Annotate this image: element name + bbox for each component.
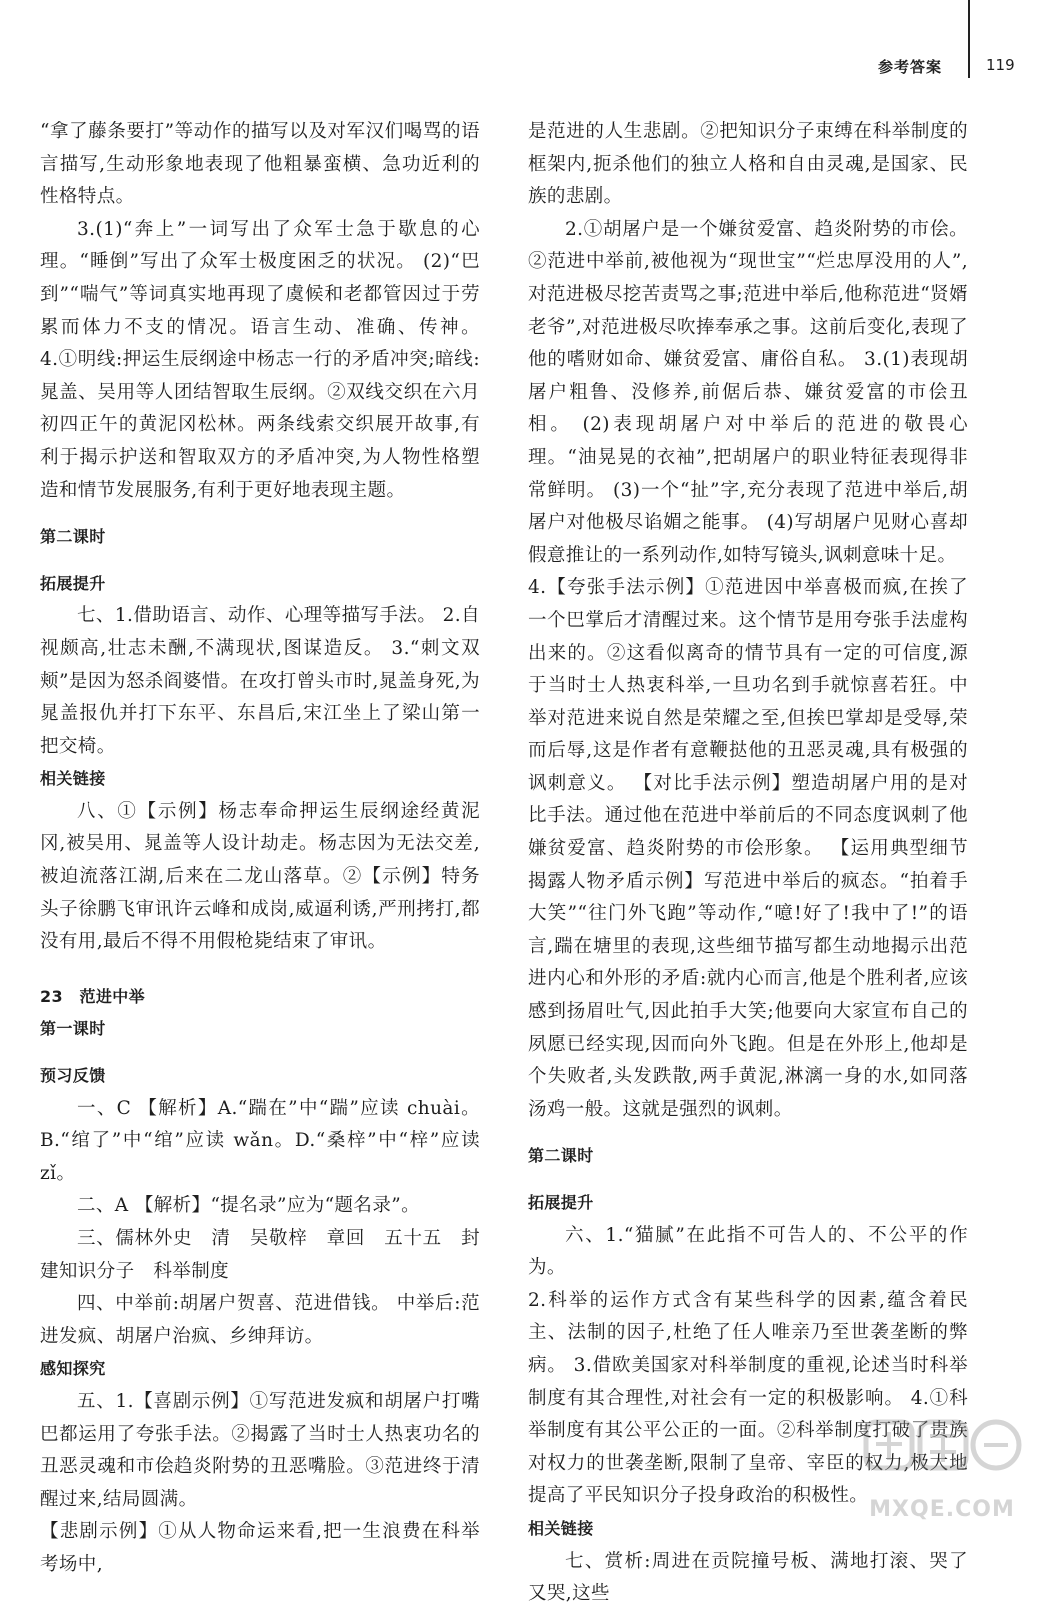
paragraph: “拿了藤条要打”等动作的描写以及对军汉们喝骂的语言描写,生动形象地表现了他粗暴蛮横、急功近利的性格特点。 [40,121,480,208]
section-heading: 拓展提升 [528,1193,594,1212]
paragraph: 一、C 【解析】A.“踹在”中“踹”应读 chuài。B.“绾了”中“绾”应读 wǎn。D.“桑梓”中“梓”应读 zǐ。 [40,1097,480,1184]
lesson-heading: 第二课时 [528,1146,594,1166]
section-heading: 拓展提升 [40,573,106,593]
paragraph: 3.(1)“奔上”一词写出了众军士急于歇息的心理。“睡倒”写出了众军士极度困乏的状况。 (2)“巴到”“喘气”等词真实地再现了虞候和老都管因过于劳累而体力不支的情况。语言生动、准确、传神。 4.①明线:押运生辰纲途中杨志一行的矛盾冲突;暗线:晁盖、吴用等人团结智取生辰纲。②双线交织在六月初四正午的黄泥冈松林。两条线索交织展开故事,有利于揭示护送和智取双方的矛盾冲突,为人物性格塑造和情节发展服务,有利于更好地表现主题。 [40,218,480,501]
chapter-title: 23 范进中举 [40,986,146,1006]
page-number: 119 [986,56,1015,74]
section-heading: 预习反馈 [40,1066,106,1086]
lesson-heading: 第二课时 [40,527,106,547]
left-column [40,116,480,1582]
watermark-logo [862,1414,1022,1524]
right-column [528,116,968,1611]
paragraph: 三、儒林外史 清 吴敬梓 章回 五十五 封建知识分子 科举制度 [40,1228,480,1282]
paragraph: 五、1.【喜剧示例】①写范进发疯和胡屠户打嘴巴都运用了夸张手法。②揭露了当时士人热衷功名的丑恶灵魂和市侩趋炎附势的丑恶嘴脸。③范进终于清醒过来,结局圆满。 [40,1390,480,1510]
section-heading: 相关链接 [40,769,106,789]
paragraph: 4.【夸张手法示例】①范进因中举喜极而疯,在挨了一个巴掌后才清醒过来。这个情节是用夸张手法虚构出来的。②这看似离奇的情节具有一定的可信度,源于当时士人热衷科举,一旦功名到手就惊喜若狂。中举对范进来说自然是荣耀之至,但挨巴掌却是受辱,荣而后辱,这是作者有意鞭挞他的丑恶灵魂,具有极强的讽刺意义。 【对比手法示例】塑造胡屠户用的是对比手法。通过他在范进中举前后的不同态度讽刺了他嫌贫爱富、趋炎附势的市侩形象。 【运用典型细节揭露人物矛盾示例】写范进中举后的疯态。“拍着手大笑”“往门外飞跑”等动作,“噫!好了!我中了!”的语言,踹在塘里的表现,这些细节描写都生动地揭示出范进内心和外形的矛盾:就内心而言,他是个胜利者,应该感到扬眉吐气,因此拍手大笑;他要向大家宣布自己的夙愿已经实现,因而向外飞跑。但是在外形上,他却是个失败者,头发跌散,两手黄泥,淋漓一身的水,如同落汤鸡一般。这就是强烈的讽刺。 [528,577,968,1120]
paragraph: 二、A 【解析】“提名录”应为“题名录”。 [77,1195,420,1217]
lesson-heading: 第一课时 [40,1019,106,1039]
watermark-icon [862,1414,1022,1494]
paragraph: 七、1.借助语言、动作、心理等描写手法。 2.自视颇高,壮志未酬,不满现状,图谋造反。 3.“刺文双颊”是因为怒杀阎婆惜。在攻打曾头市时,晁盖身死,为晁盖报仇并打下东平、东昌后,宋江坐上了梁山第一把交椅。 [40,605,480,757]
paragraph: 2.科举的运作方式含有某些科学的因素,蕴含着民主、法制的因子,杜绝了任人唯亲乃至世袭垄断的弊病。 3.借欧美国家对科举制度的重视,论述当时科举制度有其合理性,对社会有一定的积极影响。 4.①科举制度有其公平公正的一面。②科举制度打破了贵族对权力的世袭垄断,限制了皇帝、宰臣的权力,极大地提高了平民知识分子投身政治的积极性。 [528,1289,968,1507]
header-divider [968,0,970,78]
paragraph: 【悲剧示例】①从人物命运来看,把一生浪费在科举考场中, [40,1521,480,1575]
paragraph: 四、中举前:胡屠户贺喜、范进借钱。 中举后:范进发疯、胡屠户治疯、乡绅拜访。 [40,1293,480,1347]
paragraph: 六、1.“猫腻”在此指不可告人的、不公平的作为。 [528,1224,968,1279]
paragraph: 是范进的人生悲剧。②把知识分子束缚在科举制度的框架内,扼杀他们的独立人格和自由灵魂,是国家、民族的悲剧。 [528,121,968,208]
header-title: 参考答案 [878,58,943,76]
paragraph: 2.①胡屠户是一个嫌贫爱富、趋炎附势的市侩。②范进中举前,被他视为“现世宝”“烂忠厚没用的人”,对范进极尽挖苦责骂之事;范进中举后,他称范进“贤婿老爷”,对范进极尽吹捧奉承之事。这前后变化,表现了他的嗜财如命、嫌贫爱富、庸俗自私。 3.(1)表现胡屠户粗鲁、没修养,前倨后恭、嫌贫爱富的市侩丑相。 (2)表现胡屠户对中举后的范进的敬畏心理。“油晃晃的衣袖”,把胡屠户的职业特征表现得非常鲜明。 (3)一个“扯”字,充分表现了范进中举后,胡屠户对他极尽谄媚之能事。 (4)写胡屠户见财心喜却假意推让的一系列动作,如特写镜头,讽刺意味十足。 [528,218,968,566]
section-heading: 感知探究 [40,1359,106,1379]
section-heading: 相关链接 [528,1518,594,1538]
watermark-text: MXQE.COM [869,1497,1015,1522]
paragraph: 七、赏析:周进在贡院撞号板、满地打滚、哭了又哭,这些 [528,1550,968,1605]
paragraph: 八、①【示例】杨志奉命押运生辰纲途经黄泥冈,被吴用、晁盖等人设计劫走。杨志因为无法交差,被迫流落江湖,后来在二龙山落草。②【示例】特务头子徐鹏飞审讯许云峰和成岗,威逼利诱,严刑拷打,都没有用,最后不得不用假枪毙结束了审讯。 [40,800,480,953]
